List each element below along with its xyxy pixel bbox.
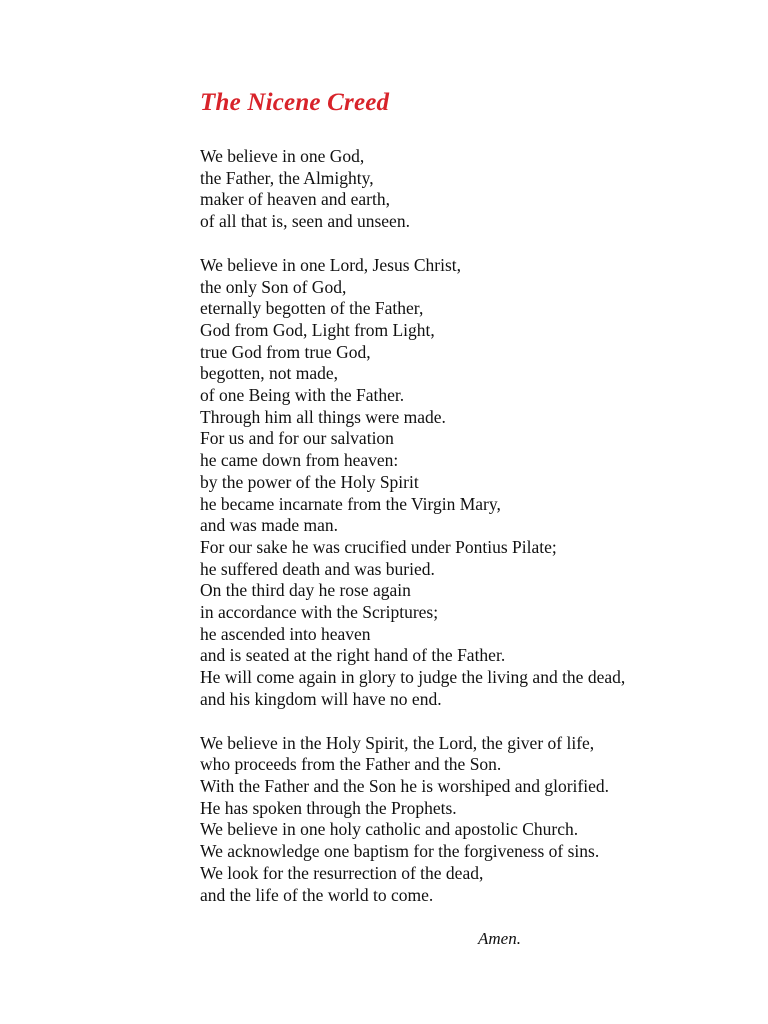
page-title: The Nicene Creed bbox=[200, 89, 390, 116]
creed-line: who proceeds from the Father and the Son. bbox=[200, 754, 502, 775]
creed-line: he became incarnate from the Virgin Mary, bbox=[200, 493, 501, 514]
creed-line: For our sake he was crucified under Pontius Pilate; bbox=[200, 536, 557, 557]
creed-line: he came down from heaven: bbox=[200, 450, 399, 471]
creed-line: Through him all things were made. bbox=[200, 406, 446, 427]
creed-line: With the Father and the Son he is worshiped and glorified. bbox=[200, 775, 610, 796]
creed-line: and the life of the world to come. bbox=[200, 884, 434, 905]
creed-line: He has spoken through the Prophets. bbox=[200, 797, 457, 818]
creed-line: maker of heaven and earth, bbox=[200, 189, 390, 210]
creed-line: eternally begotten of the Father, bbox=[200, 298, 424, 319]
creed-line: We acknowledge one baptism for the forgiveness of sins. bbox=[200, 841, 600, 862]
creed-line: begotten, not made, bbox=[200, 363, 339, 384]
creed-line: On the third day he rose again bbox=[200, 580, 411, 601]
creed-line: true God from true God, bbox=[200, 341, 371, 362]
creed-stanza-2 bbox=[200, 255, 668, 711]
creed-line: We believe in one God, bbox=[200, 146, 365, 166]
creed-line: he suffered death and was buried. bbox=[200, 558, 435, 579]
creed-line: of all that is, seen and unseen. bbox=[200, 211, 410, 232]
creed-line: God from God, Light from Light, bbox=[200, 319, 435, 340]
creed-line: the only Son of God, bbox=[200, 276, 347, 297]
creed-line: We believe in the Holy Spirit, the Lord, the giver of life, bbox=[200, 732, 595, 753]
closing-amen: Amen. bbox=[478, 929, 521, 949]
creed-line: the Father, the Almighty, bbox=[200, 167, 374, 188]
creed-line: We believe in one Lord, Jesus Christ, bbox=[200, 254, 462, 275]
creed-line: of one Being with the Father. bbox=[200, 385, 405, 406]
creed-line: he ascended into heaven bbox=[200, 623, 371, 644]
creed-line: and was made man. bbox=[200, 515, 339, 536]
creed-line: We look for the resurrection of the dead, bbox=[200, 862, 484, 883]
creed-stanza-1 bbox=[200, 146, 668, 233]
creed-line: For us and for our salvation bbox=[200, 428, 394, 449]
creed-line: He will come again in glory to judge the living and the dead, bbox=[200, 667, 626, 688]
creed-line: and is seated at the right hand of the Father. bbox=[200, 645, 506, 666]
creed-line: in accordance with the Scriptures; bbox=[200, 602, 439, 623]
closing-block bbox=[200, 928, 668, 950]
creed-line: and his kingdom will have no end. bbox=[200, 688, 442, 709]
creed-stanza-3 bbox=[200, 733, 668, 907]
creed-line: We believe in one holy catholic and apostolic Church. bbox=[200, 819, 579, 840]
creed-line: by the power of the Holy Spirit bbox=[200, 471, 419, 492]
